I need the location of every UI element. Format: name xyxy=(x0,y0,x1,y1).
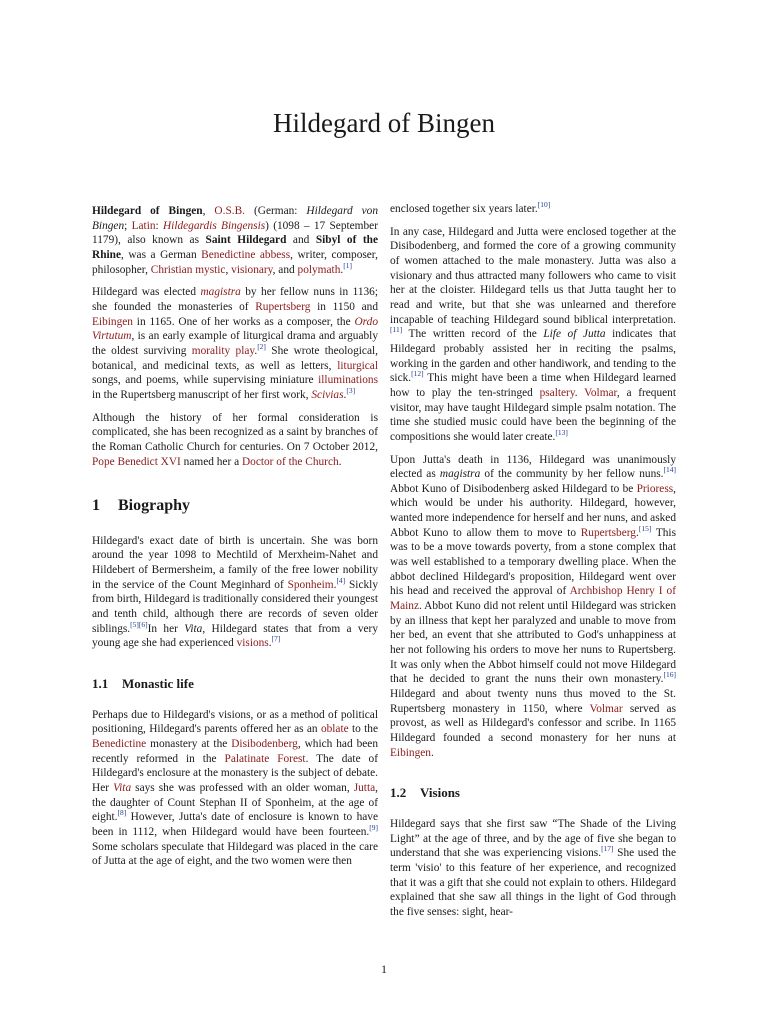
wiki-link[interactable]: Benedictine xyxy=(92,738,147,751)
wiki-link[interactable]: visionary xyxy=(231,263,273,276)
page-number: 1 xyxy=(381,962,387,976)
jutta-paragraph xyxy=(390,225,676,445)
text-run: . Abbot Kuno did not relent until Hildegard was stricken by an illness that kept her paralyzed and unable to move from her bed, an event that she attributed to God's unhappiness at her not following his orders to move her nuns to Rupertsberg. It was only when the Abbot himself could not move Hildegard that he decided to grant the nuns their own monastery. xyxy=(390,600,676,686)
text-run: ) (1098 – 17 September 1179), also known as xyxy=(92,219,378,247)
text-run: ; xyxy=(124,219,132,232)
text-run: of the community by her fellow nuns. xyxy=(480,468,664,481)
text-run: and xyxy=(286,234,316,247)
wiki-link[interactable]: O.S.B. xyxy=(214,205,245,217)
intro-paragraph xyxy=(92,204,378,277)
text-run: : xyxy=(155,219,163,232)
text-run: Some scholars speculate that Hildegard was placed in the care of Jutta at the age of eight, and the two women were then xyxy=(92,840,378,868)
wiki-link[interactable]: Volmar xyxy=(589,702,623,715)
visions-paragraph xyxy=(390,817,676,920)
wiki-link[interactable]: illuminations xyxy=(318,374,378,387)
wiki-link[interactable]: Sponheim xyxy=(287,578,334,591)
text-run: songs, and poems, while supervising miniature xyxy=(92,374,319,387)
text-run: Sibyl of the Rhine xyxy=(92,234,378,261)
wiki-link[interactable]: Christian mystic xyxy=(150,263,226,276)
text-run: enclosed together six years later. xyxy=(390,203,538,215)
text-run: This might have been a time when Hildegard learned how to play the ten-stringed xyxy=(390,372,676,399)
text-run: monastery at the xyxy=(146,738,232,751)
text-run: Hildegard of Bingen xyxy=(92,205,203,217)
wiki-link[interactable]: Palatinate Forest xyxy=(224,752,306,765)
text-run: , xyxy=(225,263,232,276)
wiki-link[interactable]: visions xyxy=(236,637,269,650)
text-run: in 1165. One of her works as a composer, the xyxy=(132,315,355,328)
text-run: She used the term 'visio' to this feature of her experience, and recognized that it was a gift that she could not explain to others. Hildegard explained that she saw all things in the light of God through the five senses: sight, hear- xyxy=(390,847,676,918)
wiki-link[interactable]: oblate xyxy=(320,723,349,736)
text-run: . xyxy=(343,388,347,401)
text-run: . xyxy=(333,578,337,591)
citation-ref[interactable]: [8] xyxy=(117,808,127,818)
text-run: Upon Jutta's death in 1136, Hildegard was unanimously elected as xyxy=(390,453,676,481)
text-run: magistra xyxy=(439,468,481,481)
monastic-paragraph xyxy=(92,708,378,869)
citation-ref[interactable]: [12] xyxy=(411,369,424,379)
text-run: to the xyxy=(348,723,378,736)
citation-ref[interactable]: [9] xyxy=(369,823,378,833)
text-run: Hildegard says that she first saw “The Shade of the Living Light” at the age of three, and by the age of five she began to understand that she was experiencing visions. xyxy=(390,817,676,860)
wiki-link[interactable]: Vita xyxy=(113,782,132,794)
text-run: says she was professed with an older woman, xyxy=(131,782,354,794)
text-run: . xyxy=(340,263,344,276)
text-run: served as provost, as well as Hildegard's confessor and scribe. In 1165 Hildegard founded a second monastery for her nuns at xyxy=(390,702,676,744)
wiki-link[interactable]: Benedictine abbess xyxy=(201,248,291,261)
citation-ref[interactable]: [13] xyxy=(555,428,568,438)
text-run: However, Jutta's date of enclosure is known to have been in 1112, when Hildegard would have been fourteen. xyxy=(92,811,378,838)
wiki-link[interactable]: morality play xyxy=(191,344,255,357)
section-number: 1 xyxy=(92,497,100,515)
text-run: . The date of Hildegard's enclosure at the monastery is the subject of debate. Her xyxy=(92,752,378,794)
text-run: , writer, composer, philosopher, xyxy=(92,248,378,276)
text-run: Hildegard and about twenty nuns thus moved to the St. Rupertsberg monastery in 1150, where xyxy=(390,688,676,715)
wiki-link[interactable]: Rupertsberg xyxy=(580,526,636,539)
wiki-link[interactable]: Hildegardis Bingensis xyxy=(162,219,266,232)
subsection-heading-monastic-life xyxy=(92,677,378,692)
wiki-link[interactable]: Pope Benedict XVI xyxy=(92,455,181,468)
citation-ref[interactable]: [16] xyxy=(663,670,676,680)
birth-paragraph xyxy=(92,534,378,651)
citation-ref[interactable]: [17] xyxy=(601,844,614,854)
saint-paragraph xyxy=(92,411,378,470)
text-run: . xyxy=(574,386,585,399)
text-run: , which had been recently reformed in the xyxy=(92,738,378,765)
wiki-link[interactable]: Eibingen xyxy=(390,746,431,759)
citation-ref[interactable]: [2] xyxy=(257,342,266,352)
wiki-link[interactable]: Volmar xyxy=(584,386,617,399)
text-run: The written record of the xyxy=(402,328,544,341)
text-run: Perhaps due to Hildegard's visions, or as a method of political positioning, Hildegard's parents offered her as an xyxy=(92,708,378,736)
text-run: Hildegard von Bingen xyxy=(92,205,378,232)
text-run: . xyxy=(268,637,272,650)
text-run: , a frequent visitor, may have taught Hildegard simple psalm notation. The time she studied music could have been the beginning of the compositions she would later create. xyxy=(390,386,676,443)
text-run: . xyxy=(254,344,258,357)
text-run: in the Rupertsberg manuscript of her first work, xyxy=(92,388,312,401)
wiki-link[interactable]: magistra xyxy=(200,286,241,299)
text-run: (German: xyxy=(245,205,307,217)
citation-ref[interactable]: [1] xyxy=(343,260,352,270)
wiki-link[interactable]: Doctor of the Church xyxy=(241,455,339,468)
text-run: Saint Hildegard xyxy=(205,234,287,247)
subsection-number: 1.1 xyxy=(92,676,109,692)
wiki-link[interactable]: Scivias xyxy=(311,388,344,401)
wiki-link[interactable]: psaltery xyxy=(539,386,575,399)
text-run: Hildegard's exact date of birth is uncertain. She was born around the year 1098 to Mechtild of Merxheim-Nahet and Hildebert of Bermersheim, a family of the free lower nobility in the service of the Count Meginhard of xyxy=(92,534,378,591)
wiki-link[interactable]: liturgical xyxy=(337,359,378,372)
section-title: Biography xyxy=(118,497,191,515)
text-run: In any case, Hildegard and Jutta were enclosed together at the Disibodenberg, and formed the core of a growing community of women attached to the male monastery. Jutta was also a visionary and thus attracted many followers who came to visit her at the cloister. Hildegard tells us that Jutta taught her to read and write, but that she was unlearned and therefore incapable of teaching Hildegard sound biblical interpretation. xyxy=(390,225,676,326)
wiki-link[interactable]: Ordo Virtutum xyxy=(92,315,378,343)
text-run: She wrote theological, botanical, and medicinal texts, as well as letters, xyxy=(92,344,378,372)
wiki-link[interactable]: Eibingen xyxy=(92,315,133,328)
text-run: Hildegard was elected xyxy=(92,286,201,299)
text-run: Vita xyxy=(184,622,203,635)
text-run: , was a German xyxy=(121,248,202,261)
wiki-link[interactable]: Disibodenberg xyxy=(231,738,298,751)
text-run: , and xyxy=(272,263,298,276)
citation-ref[interactable]: [4] xyxy=(336,576,346,585)
text-run: in 1150 and xyxy=(310,300,378,313)
rupertsberg-paragraph xyxy=(390,453,676,761)
wiki-link[interactable]: Archbishop Henry I of Mainz xyxy=(390,585,677,613)
wiki-link[interactable]: polymath xyxy=(297,263,341,276)
citation-ref[interactable]: [11] xyxy=(390,325,403,335)
wiki-link[interactable]: Prioress xyxy=(636,482,674,495)
wiki-link[interactable]: Rupertsberg xyxy=(255,300,311,313)
magistra-paragraph xyxy=(92,285,378,402)
enclosure-paragraph xyxy=(390,202,676,217)
subsection-number: 1.2 xyxy=(390,785,407,801)
text-run: Sickly from birth, Hildegard is traditionally considered their youngest and tenth child, although there are records of seven older siblings. xyxy=(92,578,378,635)
text-run: , Hildegard states that from a very young age she had experienced xyxy=(92,622,379,650)
text-run: Although the history of her formal consideration is complicated, she has been recognized as a saint by branches of the Roman Catholic Church for centuries. On 7 October 2012, xyxy=(92,411,378,453)
citation-ref[interactable]: [15] xyxy=(638,524,652,533)
text-run: , is an early example of liturgical drama and arguably the oldest surviving xyxy=(92,330,378,357)
section-heading-biography xyxy=(92,499,378,514)
citation-ref[interactable]: [10] xyxy=(537,200,551,210)
right-column xyxy=(390,202,676,928)
page-title: Hildegard of Bingen xyxy=(273,108,495,138)
text-run: . xyxy=(635,526,639,539)
citation-ref[interactable]: [3] xyxy=(346,386,356,396)
subsection-title: Monastic life xyxy=(122,676,194,692)
citation-ref[interactable]: [5][6] xyxy=(130,619,148,629)
text-run: . xyxy=(338,455,342,468)
text-run: indicates that Hildegard probably assisted her in reciting the psalms, working in the garden and other handiwork, and tending to the sick. xyxy=(390,328,677,385)
text-run: Life of Jutta xyxy=(543,328,606,341)
wiki-link[interactable]: Jutta xyxy=(353,782,376,794)
citation-ref[interactable]: [14] xyxy=(663,465,676,475)
text-run: In her xyxy=(147,622,185,635)
text-run: This was to be a move towards poverty, from a stone complex that was well established to a temporary dwelling place. When the abbot declined Hildegard's proposition, Hildegard went over his head and received the approval of xyxy=(390,526,676,598)
text-run: Abbot Kuno of Disibodenberg asked Hildegard to be xyxy=(390,482,637,495)
subsection-heading-visions xyxy=(390,786,676,801)
text-run: , the daughter of Count Stephan II of Sponheim, at the age of eight. xyxy=(92,782,378,824)
text-run: . xyxy=(430,746,434,759)
text-run: by her fellow nuns in 1136; she founded the monasteries of xyxy=(92,286,378,313)
text-run: , xyxy=(202,205,215,217)
left-column xyxy=(92,204,378,877)
wiki-link[interactable]: Latin xyxy=(131,219,156,232)
citation-ref[interactable]: [7] xyxy=(271,634,281,644)
subsection-title: Visions xyxy=(420,785,460,801)
text-run: , which would be under his authority. Hildegard, however, wanted more independence for herself and her nuns, and asked Abbot Kuno to allow them to move to xyxy=(390,482,676,539)
text-run: named her a xyxy=(180,455,242,468)
